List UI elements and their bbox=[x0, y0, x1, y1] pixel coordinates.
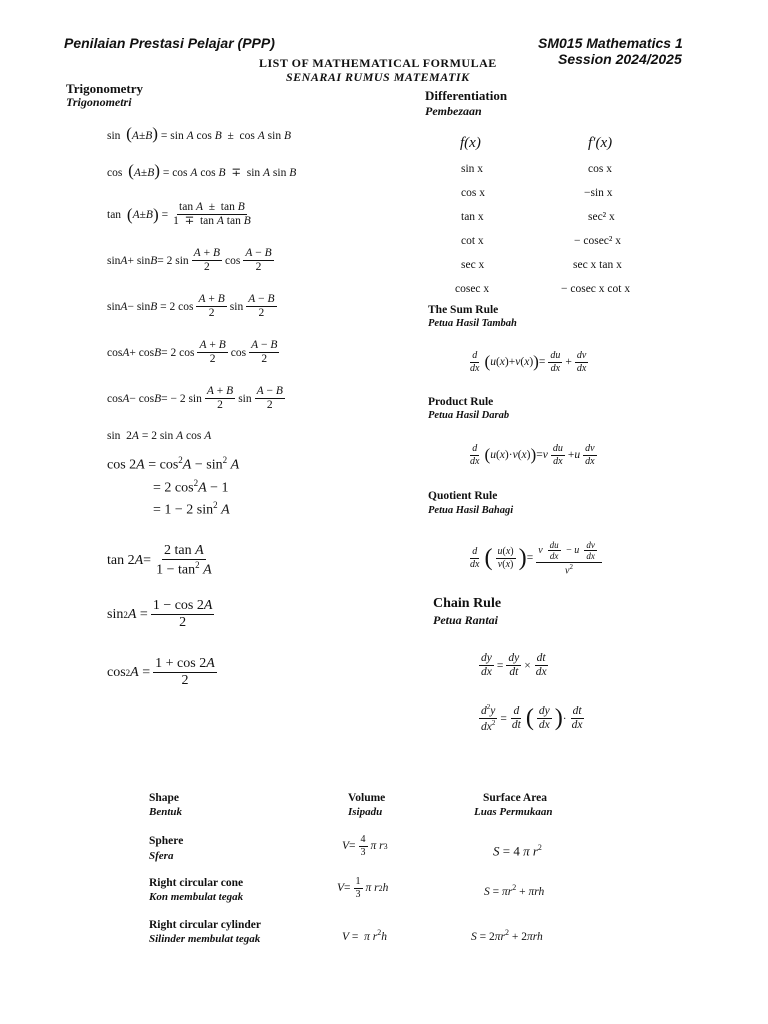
formula-second-derivative: $\frac{d^2y}{dx^2}$ = $\frac{d}{dt}$ ( $\frac{dy}{dx}$ ) · $\frac{dt}{dx}$ bbox=[481, 703, 583, 733]
sum-rule-heading: The Sum Rule bbox=[428, 304, 499, 316]
diff-f-5: cosec x bbox=[455, 283, 490, 295]
area-cylinder: $S = 2\pi r^2 + 2\pi rh$ bbox=[471, 928, 543, 943]
diff-fp-2: sec² x bbox=[588, 211, 615, 223]
formula-sin-squared: sin 2 A = $\frac{1 - \cos 2A}{2}$ bbox=[107, 598, 213, 631]
trig-heading-ms: Trigonometri bbox=[66, 95, 132, 109]
col-surface-area: Surface Area bbox=[483, 792, 547, 804]
col-volume: Volume bbox=[348, 792, 386, 804]
shape-sphere: Sphere bbox=[149, 835, 184, 847]
product-rule-heading: Product Rule bbox=[428, 396, 494, 408]
formula-tan-sum: tan ( A ± B ) = $\frac{\text{tan A ± tan B}}{\text{1 ∓ tan A tan B}}$ bbox=[107, 201, 251, 228]
diff-col-fprime: f′(x) bbox=[588, 135, 613, 151]
diff-fp-4: sec x tan x bbox=[573, 259, 622, 271]
col-surface-area-ms: Luas Permukaan bbox=[474, 806, 553, 818]
formula-sin-minus-sin: sin A − sin B = 2 cos $\frac{A + B}{2}$ sin $\frac{A - B}{2}$ bbox=[107, 293, 275, 320]
formula-sin-sum: sin (A±B) = sin A cos B ± cos A sin B bbox=[107, 124, 291, 143]
header-course: SM015 Mathematics 1 bbox=[538, 35, 683, 51]
formula-cos-sum: cos (A±B) = cos A cos B ∓ sin A sin B bbox=[107, 161, 297, 180]
area-cone: $S = \pi r^2 + \pi rh$ bbox=[484, 883, 545, 898]
col-volume-ms: Isipadu bbox=[348, 806, 383, 818]
formula-product-rule: $\frac{d}{dx}$ ( u ( x ) · v ( x ) ) = v $\frac{du}{dx}$ + u $\frac{dv}{dx}$ bbox=[470, 443, 595, 467]
volume-cylinder: V = π $r^2h$ bbox=[342, 928, 388, 943]
area-sphere: S = 4 π $r^2$ bbox=[493, 843, 542, 859]
shape-cylinder-ms: Silinder membulat tegak bbox=[149, 933, 261, 945]
diff-f-1: cos x bbox=[461, 187, 485, 199]
diff-heading-ms: Pembezaan bbox=[425, 104, 482, 118]
volume-cone: V = $\frac{1}{3}$ π r 2 h bbox=[337, 876, 389, 900]
trig-heading: Trigonometry bbox=[66, 81, 144, 96]
diff-f-2: tan x bbox=[461, 211, 484, 223]
chain-rule-heading-ms: Petua Rantai bbox=[433, 613, 499, 627]
volume-sphere: V = $\frac{4}{3}$ π r 3 bbox=[342, 834, 388, 858]
product-rule-heading-ms: Petua Hasil Darab bbox=[428, 410, 510, 421]
diff-fp-3: − cosec² x bbox=[574, 235, 621, 247]
formula-cos-squared: cos 2 A = $\frac{1 + \cos 2A}{2}$ bbox=[107, 656, 215, 689]
shape-cone-ms: Kon membulat tegak bbox=[149, 891, 244, 903]
diff-heading: Differentiation bbox=[425, 88, 508, 103]
quotient-rule-heading: Quotient Rule bbox=[428, 490, 498, 502]
diff-f-3: cot x bbox=[461, 235, 484, 247]
formula-sin-double: sin 2A = 2 sin A cos A bbox=[107, 430, 212, 442]
formula-sum-rule: $\frac{d}{dx}$ ( u ( x ) + v ( x ) ) = $\frac{du}{dx}$ + $\frac{dv}{dx}$ bbox=[470, 350, 587, 374]
shape-cone: Right circular cone bbox=[149, 877, 244, 889]
quotient-rule-heading-ms: Petua Hasil Bahagi bbox=[428, 505, 514, 516]
diff-fp-5: − cosec x cot x bbox=[561, 283, 631, 295]
formula-cos-double-2: = 2 $\cos^2A - 1$ bbox=[153, 478, 229, 496]
chain-rule-heading: Chain Rule bbox=[433, 596, 502, 611]
sum-rule-heading-ms: Petua Hasil Tambah bbox=[428, 318, 517, 329]
formula-cos-plus-cos: cos A + cos B = 2 cos $\frac{A + B}{2}$ cos $\frac{A - B}{2}$ bbox=[107, 339, 278, 366]
diff-f-0: sin x bbox=[461, 163, 484, 175]
formula-cos-double-3: = 1 − 2 $\sin^2 A$ bbox=[153, 500, 230, 518]
formula-tan-double: tan 2 A = $\frac{\text{2 tan A}}{1 - \tan^2 A}$ bbox=[107, 543, 212, 578]
diff-fp-0: cos x bbox=[588, 163, 612, 175]
header-session: Session 2024/2025 bbox=[558, 51, 682, 67]
formula-chain-rule: $\frac{dy}{dx}$ = $\frac{dy}{dt}$ × $\frac{dt}{dx}$ bbox=[481, 652, 547, 679]
formula-sin-plus-sin: sin A + sin B = 2 sin $\frac{A + B}{2}$ cos $\frac{A - B}{2}$ bbox=[107, 247, 272, 274]
diff-col-f: f(x) bbox=[460, 135, 481, 151]
formula-quotient-rule: $\frac{d}{dx}$ ( $\frac{u(x)}{v(x)}$ ) = v $\frac{du}{dx}$ − u $\frac{dv}{dx}$ $v^2$ bbox=[465, 540, 605, 577]
diff-fp-1: −sin x bbox=[584, 187, 613, 199]
formula-cos-double-1: $\cos 2A = \cos^2A - \sin^2 A$ bbox=[107, 455, 240, 473]
document-title: LIST OF MATHEMATICAL FORMULAE bbox=[259, 56, 497, 70]
document-subtitle: SENARAI RUMUS MATEMATIK bbox=[286, 70, 470, 84]
header-left: Penilaian Prestasi Pelajar (PPP) bbox=[64, 35, 275, 51]
shape-cylinder: Right circular cylinder bbox=[149, 919, 262, 931]
col-shape-ms: Bentuk bbox=[149, 806, 183, 818]
diff-f-4: sec x bbox=[461, 259, 485, 271]
col-shape: Shape bbox=[149, 792, 180, 804]
formula-cos-minus-cos: cos A − cos B = − 2 sin $\frac{A + B}{2}$ sin $\frac{A - B}{2}$ bbox=[107, 385, 283, 412]
shape-sphere-ms: Sfera bbox=[149, 850, 174, 862]
